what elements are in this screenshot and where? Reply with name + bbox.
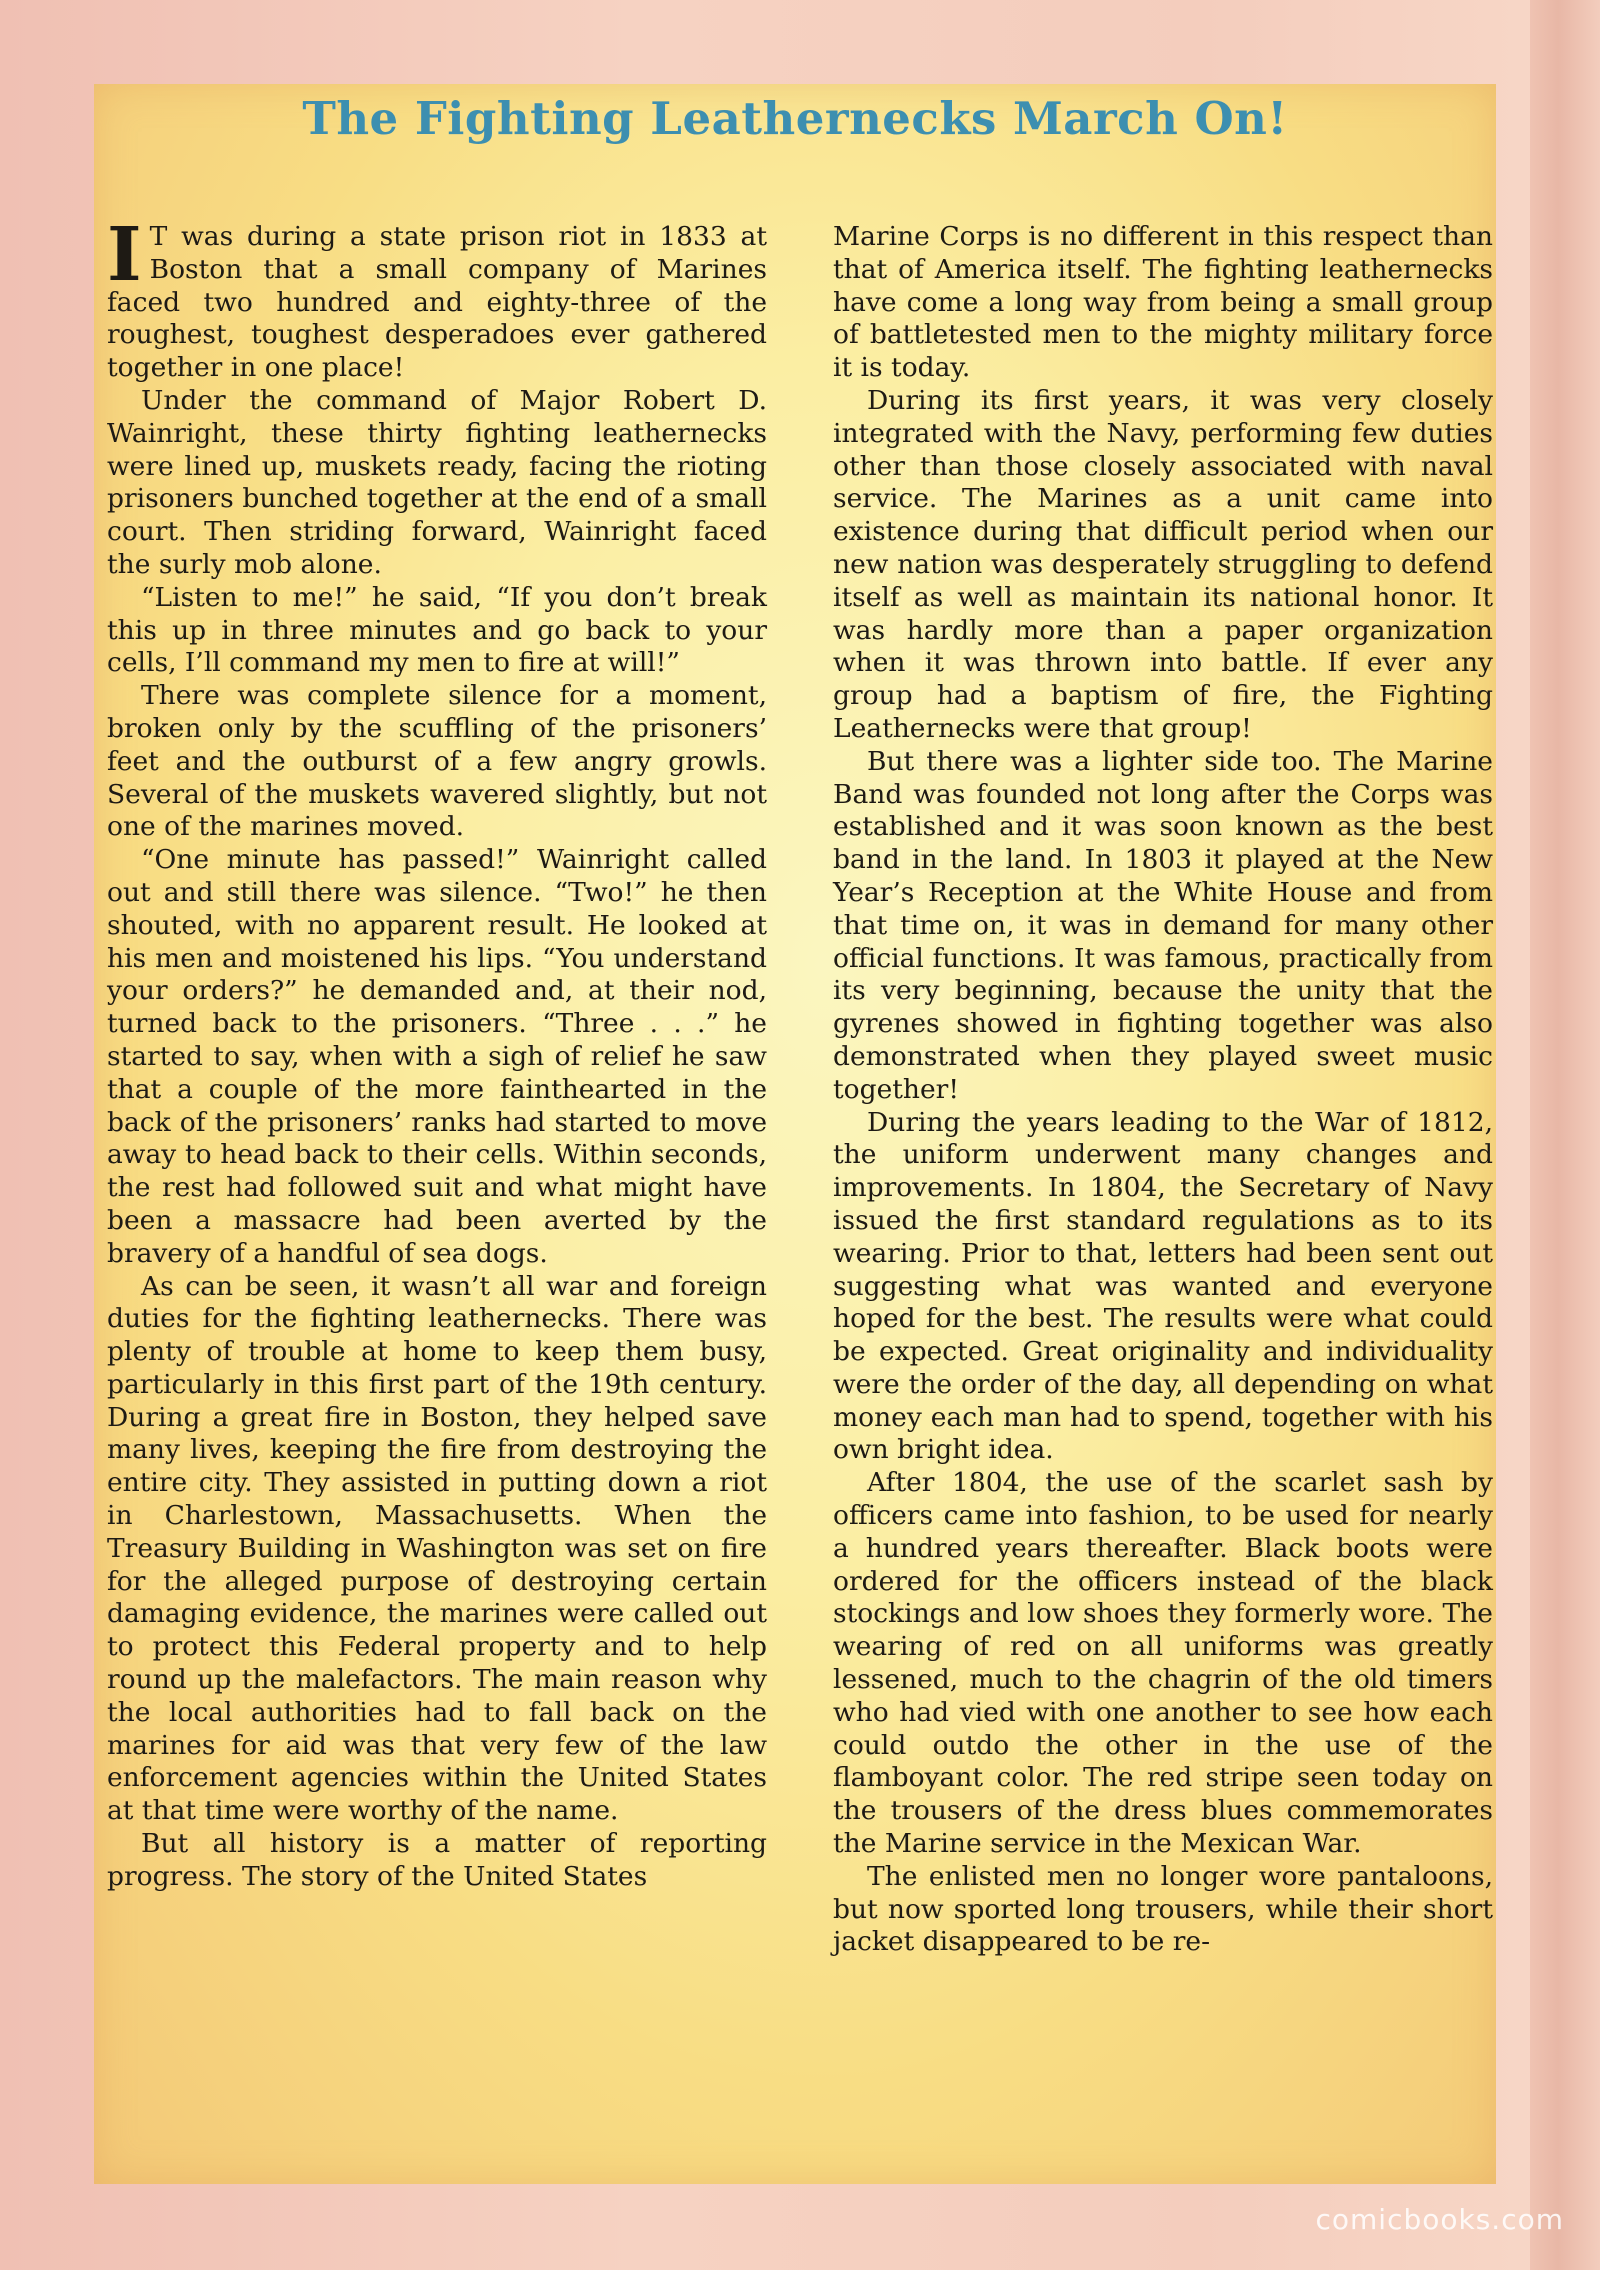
- right-paragraph-4: During the years leading to the War of 1812, the uniform underwent many changes and improvements. In 1804, the Secretary of Navy issued the first standard regulations as to its wearing. Prior to that, letters had been sent out suggesting what was wanted and everyone hoped for the best. The results were what could be expected. Great originality and individuality were the order of the day, all depending on what money each man had to spend, together with his own bright idea.: [833, 1106, 1493, 1466]
- left-paragraph-7: But all history is a matter of reporting progress. The story of the United States: [107, 1828, 767, 1892]
- page-spine-edge: [1530, 0, 1600, 2270]
- right-column: [833, 221, 1493, 1959]
- drop-cap: I: [107, 212, 142, 298]
- left-paragraph-3: “Listen to me!” he said, “If you don’t break this up in three minutes and go back to your cells, I’ll command my men to fire at will!”: [107, 581, 767, 679]
- right-paragraph-5: After 1804, the use of the scarlet sash by officers came into fashion, to be used for nearly a hundred years thereafter. Black boots were ordered for the officers instead of the black stockings and low shoes they formerly wore. The wearing of red on all uniforms was greatly lessened, much to the chagrin of the old timers who had vied with one another to see how each could outdo the other in the use of the flamboyant color. The red stripe seen today on the trousers of the dress blues commemorates the Marine service in the Mexican War.: [833, 1467, 1493, 1860]
- paragraph-text: T was during a state prison riot in 1833 at Boston that a small company of Marines faced two hundred and eighty-three of the roughest, toughest desperadoes ever gathered together in one place!: [107, 221, 767, 384]
- article-title: The Fighting Leathernecks March On!: [302, 92, 1288, 145]
- left-paragraph-6: As can be seen, it wasn’t all war and foreign duties for the fighting leathernecks. There was plenty of trouble at home to keep them busy, particularly in this first part of the 19th century. During a great fire in Boston, they helped save many lives, keeping the fire from destroying the entire city. They assisted in putting down a riot in Charlestown, Massachusetts. When the Treasury Building in Washington was set on fire for the alleged purpose of destroying certain damaging evidence, the marines were called out to protect this Federal property and to help round up the malefactors. The main reason why the local authorities had to fall back on the marines for aid was that very few of the law enforcement agencies within the United States at that time were worthy of the name.: [107, 1270, 767, 1827]
- left-column: [107, 212, 767, 1894]
- right-paragraph-6: The enlisted men no longer wore pantaloons, but now sported long trousers, while their short jacket disappeared to be re-: [833, 1860, 1493, 1958]
- right-paragraph-2: During its first years, it was very closely integrated with the Navy, performing few duties other than those closely associated with naval service. The Marines as a unit came into existence during that difficult period when our new nation was desperately struggling to defend itself as well as maintain its national honor. It was hardly more than a paper organization when it was thrown into battle. If ever any group had a baptism of fire, the Fighting Leathernecks were that group!: [833, 384, 1493, 744]
- left-paragraph-1: [107, 212, 767, 385]
- right-paragraph-1: Marine Corps is no different in this respect than that of America itself. The fighting leathernecks have come a long way from being a small group of battletested men to the mighty military force it is today.: [833, 221, 1493, 384]
- right-paragraph-3: But there was a lighter side too. The Marine Band was founded not long after the Corps was established and it was soon known as the best band in the land. In 1803 it played at the New Year’s Reception at the White House and from that time on, it was in demand for many other official functions. It was famous, practically from its very beginning, because the unity that the gyrenes showed in fighting together was also demonstrated when they played sweet music together!: [833, 745, 1493, 1105]
- left-paragraph-2: Under the command of Major Robert D. Wainright, these thirty fighting leathernecks were lined up, muskets ready, facing the rioting prisoners bunched together at the end of a small court. Then striding forward, Wainright faced the surly mob alone.: [107, 384, 767, 580]
- left-paragraph-4: There was complete silence for a moment, broken only by the scuffling of the prisoners’ feet and the outburst of a few angry growls. Several of the muskets wavered slightly, but not one of the marines moved.: [107, 680, 767, 843]
- left-paragraph-5: “One minute has passed!” Wainright called out and still there was silence. “Two!” he then shouted, with no apparent result. He looked at his men and moistened his lips. “You understand your orders?” he demanded and, at their nod, turned back to the prisoners. “Three . . .” he started to say, when with a sigh of relief he saw that a couple of the more fainthearted in the back of the prisoners’ ranks had started to move away to head back to their cells. Within seconds, the rest had followed suit and what might have been a massacre had been averted by the bravery of a handful of sea dogs.: [107, 844, 767, 1269]
- watermark-credit: comicbooks.com: [1315, 2203, 1564, 2236]
